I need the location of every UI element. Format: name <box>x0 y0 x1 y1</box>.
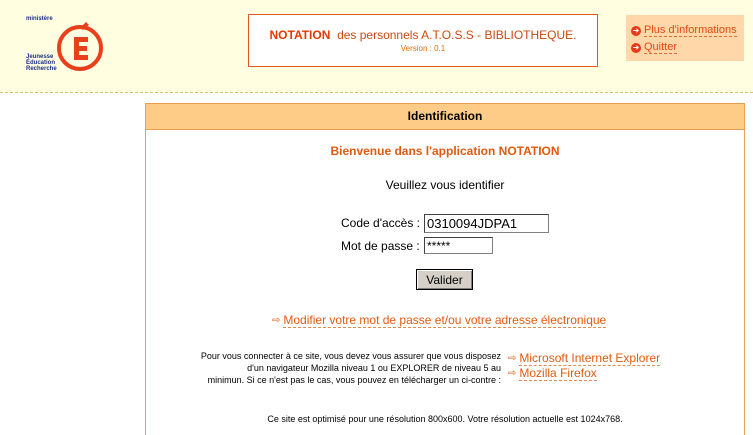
submit-button[interactable]: Valider <box>416 269 473 290</box>
logo-subtitle <box>26 54 57 72</box>
identify-prompt: Veuillez vous identifier <box>385 178 505 192</box>
logo-ministere-text: ministère <box>26 16 53 22</box>
logo-line-education: Éducation <box>26 60 56 66</box>
app-title-box <box>248 14 598 67</box>
info-line: d'un navigateur Mozilla niveau 1 ou EXPLORER de niveau 5 au <box>247 363 501 373</box>
resolution-note: Ce site est optimisé pour une résolution 800x600. Votre résolution actuelle est 1024x768. <box>267 414 623 424</box>
modify-password-link[interactable] <box>272 313 606 328</box>
firefox-download-link[interactable] <box>508 366 597 381</box>
browser-info-text <box>156 350 501 386</box>
password-input[interactable] <box>424 237 493 254</box>
logo-e-icon <box>56 18 104 72</box>
welcome-text: Bienvenue dans l'application NOTATION <box>330 144 560 158</box>
identification-panel <box>145 103 745 435</box>
password-label: Mot de passe : <box>341 239 420 253</box>
panel-heading: Identification <box>146 104 744 130</box>
ministry-logo <box>26 16 106 76</box>
arrow-circle-icon: ➜ <box>632 25 640 35</box>
quit-link[interactable] <box>631 41 677 54</box>
ie-download-link[interactable] <box>508 351 660 366</box>
code-access-input[interactable] <box>424 214 549 233</box>
arrow-circle-icon: ➜ <box>632 42 640 52</box>
quit-label: Quitter <box>644 41 678 53</box>
info-line: Pour vous connecter à ce site, vous devez vous assurer que vous disposez <box>200 351 501 361</box>
more-info-link[interactable] <box>631 24 737 37</box>
code-label: Code d'accès : <box>341 216 421 230</box>
arrow-box-icon: ⇨ <box>508 368 517 379</box>
logo-line-jeunesse: Jeunesse <box>26 54 54 60</box>
arrow-box-icon: ⇨ <box>272 315 281 326</box>
logo-line-recherche: Recherche <box>26 66 57 72</box>
header <box>0 0 753 93</box>
firefox-download-label: Mozilla Firefox <box>519 366 597 380</box>
top-links-box <box>626 15 744 61</box>
app-title-bold: NOTATION <box>269 28 331 42</box>
app-version: Version : 0.1 <box>400 44 446 53</box>
more-info-label: Plus d'informations <box>644 24 737 36</box>
app-title <box>249 28 597 42</box>
ie-download-label: Microsoft Internet Explorer <box>519 351 661 365</box>
info-line: minimun. Si ce n'est pas le cas, vous pouvez en télécharger un ci-contre : <box>207 375 501 385</box>
arrow-box-icon: ⇨ <box>508 353 517 364</box>
app-title-rest: des personnels A.T.O.S.S - BIBLIOTHEQUE. <box>337 28 577 42</box>
modify-password-label: Modifier votre mot de passe et/ou votre adresse électronique <box>283 313 607 327</box>
